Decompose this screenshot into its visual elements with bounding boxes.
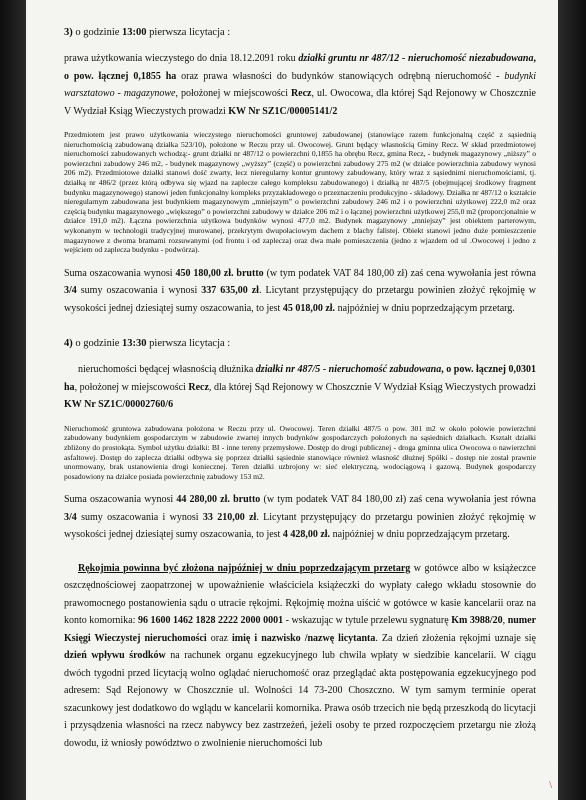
text-run: oraz	[206, 632, 232, 644]
auction-3-heading-post: pierwsza licytacja :	[146, 27, 231, 38]
text-run: - wskazując w tytule przelewu sygnaturę	[283, 615, 452, 627]
auction-4-time: 13:30	[122, 338, 147, 350]
text-run: 33 210,00 zł	[202, 511, 257, 523]
text-run: ,	[502, 615, 508, 627]
text-run: najpóźniej w dniu poprzedzającym przetarg.	[330, 529, 510, 541]
text-run: budynki warsztatowo - magazynowe	[64, 70, 536, 99]
text-run: Rękojmia powinna być złożona najpóźniej w dniu poprzedzającym przetarg	[78, 562, 411, 574]
page-shadow-left	[0, 0, 26, 800]
auction-4-heading-post: pierwsza licytacja :	[146, 338, 231, 350]
text-run: nieruchomości będącej własnością dłużnika	[78, 364, 256, 376]
corner-mark: \	[549, 780, 552, 791]
text-run: . Za dzień złożenia rękojmi uznaje się	[375, 632, 536, 644]
text-run: , dla której Sąd Rejonowy w Choszcznie V Wydział Ksiąg Wieczystych prowadzi	[208, 381, 537, 393]
auction-4-heading	[64, 337, 536, 351]
auction-4-number: 4)	[64, 338, 73, 350]
text-run: działki gruntu nr 487/12 - nieruchomość niezabudowana	[298, 53, 534, 64]
text-run: (w tym podatek VAT 84 180,00 zł) zaś cena wywołania jest równa	[263, 267, 536, 279]
text-run: , ul. Owocowa, dla której Sąd Rejonowy w Choszcznie V Wydział Ksiąg Wieczystych prowadzi	[64, 88, 537, 117]
text-run: dzień wpływu środków	[64, 650, 166, 662]
text-run: 4 428,00 zł.	[282, 529, 331, 541]
auction-4-details: Nieruchomość gruntowa zabudowana położona w Reczu przy ul. Owocowej. Teren działki 487/5 o pow. 301 m2 w około połowie powierzchni zabudowany budynkiem gospodarczym w zabudowie zwartej innych budynków gospodarczych położonych na sąsiednich działkach. Kształt działki zbliżony do prostokąta. Symbol użytku działki: BI - inne tereny przemysłowe. Dostęp do drogi publicznej - droga gminna ulica Owocowa o nawierzchni asfaltowej. Dostęp do zaplecza działki odbywa się poprzez działki sąsiednie stanowiące również własność dłużnej Spółki - dostęp nie został prawnie unormowany, brak ustanowienia drogi koniecznej. Teren działki uzbrojony w: sieć elektryczną, wodociągową i gazową. Budynek gospodarczy posadowiony na działce posiada powierzchnię zabudowy 153 m2.	[64, 423, 536, 481]
auction-3-heading	[64, 26, 536, 40]
text-run: . Licytant przystępujący do przetargu powinien złożyć rękojmię w wysokości jednej dziesiątej sumy oszacowania, to jest	[64, 285, 537, 314]
text-run: oraz prawa własności do budynków stanowiących odrębną nieruchomość -	[176, 70, 505, 82]
text-run: , o pow. łącznej 0,1855 ha	[64, 53, 536, 82]
spacer	[64, 544, 536, 560]
text-run: 44 280,00 zł. brutto	[176, 494, 261, 506]
text-run: numer Księgi Wieczystej nieruchomości	[64, 615, 537, 644]
auction-3-number: 3)	[64, 27, 73, 38]
text-run: KW Nr SZ1C/00002760/6	[64, 399, 174, 411]
auction-3-heading-pre: o godzinie	[72, 27, 123, 38]
text-run: 450 180,00 zł. brutto	[175, 267, 264, 279]
text-run: 337 635,00 zł	[201, 285, 259, 297]
text-run: sumy oszacowania i wynosi	[76, 285, 202, 297]
text-run: sumy oszacowania i wynosi	[76, 511, 203, 523]
text-run: Km 3988/20	[451, 615, 503, 627]
auction-3-description	[64, 50, 536, 120]
text-run: 3/4	[64, 285, 77, 297]
auction-4-heading-pre: o godzinie	[72, 338, 123, 350]
text-run: najpóźniej w dniu poprzedzającym przetarg.	[335, 302, 515, 314]
spacer	[64, 317, 536, 337]
text-run: prawa użytkowania wieczystego do dnia 18.12.2091 roku	[64, 53, 299, 64]
text-run: 96 1600 1462 1828 2222 2000 0001	[137, 615, 284, 627]
auction-4-price	[64, 491, 536, 544]
auction-3-details: Przedmiotem jest prawo użytkowania wieczystego nieruchomości gruntowej zabudowanej (stanowiące razem funkcjonalną część z sąsiednią nieruchomością zabudowaną działka 523/10), położone w Reczu przy ul. Owocowej. Grunt będący własnością Gminy Recz. W skład przedmiotowej nieruchomości zabudowanych wchodzą:- grunt działki nr 487/12 o powierzchni 0,1855 ha obrębu Recz, gmina Recz, - budynek magazynowy „niższy” o powierzchni zabudowy 246 m2, - budynek magazynowy „wyższy” (część) o powierzchni zabudowy 275 m2 (w działce powierzchnia zabudowy wynosi 206 m2). Przedmiotowe działki stanowi dość zwarty, lecz nieregularny kontur gruntowy zabudowany, który wraz z sąsiednimi nieruchomościami, tj. działką nr 486/2 (przez którą odbywa się wjazd na zaplecze całego kompleksu zabudowanego) i działką nr 487/5 (obejmującej środkowy fragment budynku magazynowego) stanowi jeden funkcjonalny kompleks przyzakładowego o przeznaczeniu produkcyjno - składowy. Działka nr 487/12 o kształcie nieregularnym zabudowana jest budynkiem magazynowym „mniejszym” o powierzchni zabudowy 246 m2 i o powierzchni użytkowej 222,0 m2 oraz częścią budynku magazynowego „większego” o powierzchni zabudowy w działce 206 m2 i o łącznej powierzchni użytkowej 255,0 m2 (proporcjonalnie w działce 191,0 m2). Łączna powierzchnia użytkowa budynków wynosi 477,0 m2. Budynek magazynowy „mniejszy” jest obiektem parterowym, wykonanym w technologii tradycyjnej murowanej, przekrytym dwupołaciowym dachem z blachy falistej. Obiekt stanowi jedno duże pomieszczenie magazynowe z dwoma bramami rozsuwanymi (od frontu i od zaplecza) oraz dwa małe pomieszczenia (jedno z wjazdem od ul .Owocowej i jedno z wejściem od zaplecza budynku - podwórza).	[64, 130, 536, 255]
text-run: imię i nazwisko /nazwę licytanta	[232, 632, 376, 644]
text-run: , o pow. łącznej 0,0301 ha	[64, 364, 537, 393]
text-run: Recz	[290, 88, 312, 99]
text-run: (w tym podatek VAT 84 180,00 zł) zaś cena wywołania jest równa	[260, 494, 536, 506]
text-run: Suma oszacowania wynosi	[64, 494, 177, 506]
text-run: w gotówce albo w książeczce oszczędnościowej zaopatrzonej w upoważnienie właściciela książeczki do wypłaty całego wkładu stosownie do prawomocnego postanowienia sądu o utracie rękojmi. Rękojmię można uiścić w gotówce w kasie kancelarii oraz na konto komornika:	[64, 562, 536, 627]
auction-4-description	[64, 361, 536, 414]
page-shadow-right	[558, 0, 586, 800]
text-run: , położonej w miejscowości	[175, 88, 291, 99]
text-run: . Licytant przystępujący do przetargu powinien złożyć rękojmię w wysokości jednej dziesiątej sumy oszacowania, to jest	[64, 511, 537, 541]
text-run: Suma oszacowania wynosi	[64, 267, 176, 279]
text-run: , położonej w miejscowości	[74, 381, 189, 393]
text-run: na rachunek organu egzekucyjnego lub chwila wpłaty w siedzibie kancelarii. W ciągu dwóch tygodni przed licytacją wolno oglądać nieruchomość oraz przeglądać akta postępowania egzekucyjnego pod adresem: Sąd Rejonowy w Choszcznie ul. Wolności 14 73-200 Choszczno. W tym samym terminie operat szacunkowy jest dodatkowo do wglądu w kancelarii komornika. Prawa osób trzecich nie będą przeszkodą do licytacji i przysądzenia własności na rzecz nabywcy bez zastrzeżeń, jeżeli osoby te przed rozpoczęciem przetargu nie złożą dowodu, iż wniosły powództwo o zwolnienie nieruchomości lub	[64, 650, 536, 749]
text-run: Recz	[188, 381, 209, 393]
text-run: 3/4	[64, 511, 77, 523]
text-run: 45 018,00 zł.	[282, 302, 336, 314]
auction-3-price	[64, 265, 536, 318]
deposit-paragraph	[64, 560, 536, 753]
document-page	[26, 0, 558, 800]
text-run: KW Nr SZ1C/00005141/2	[228, 105, 338, 117]
text-run: działki nr 487/5 - nieruchomość zabudowana	[255, 364, 442, 376]
auction-3-time: 13:00	[122, 27, 147, 38]
